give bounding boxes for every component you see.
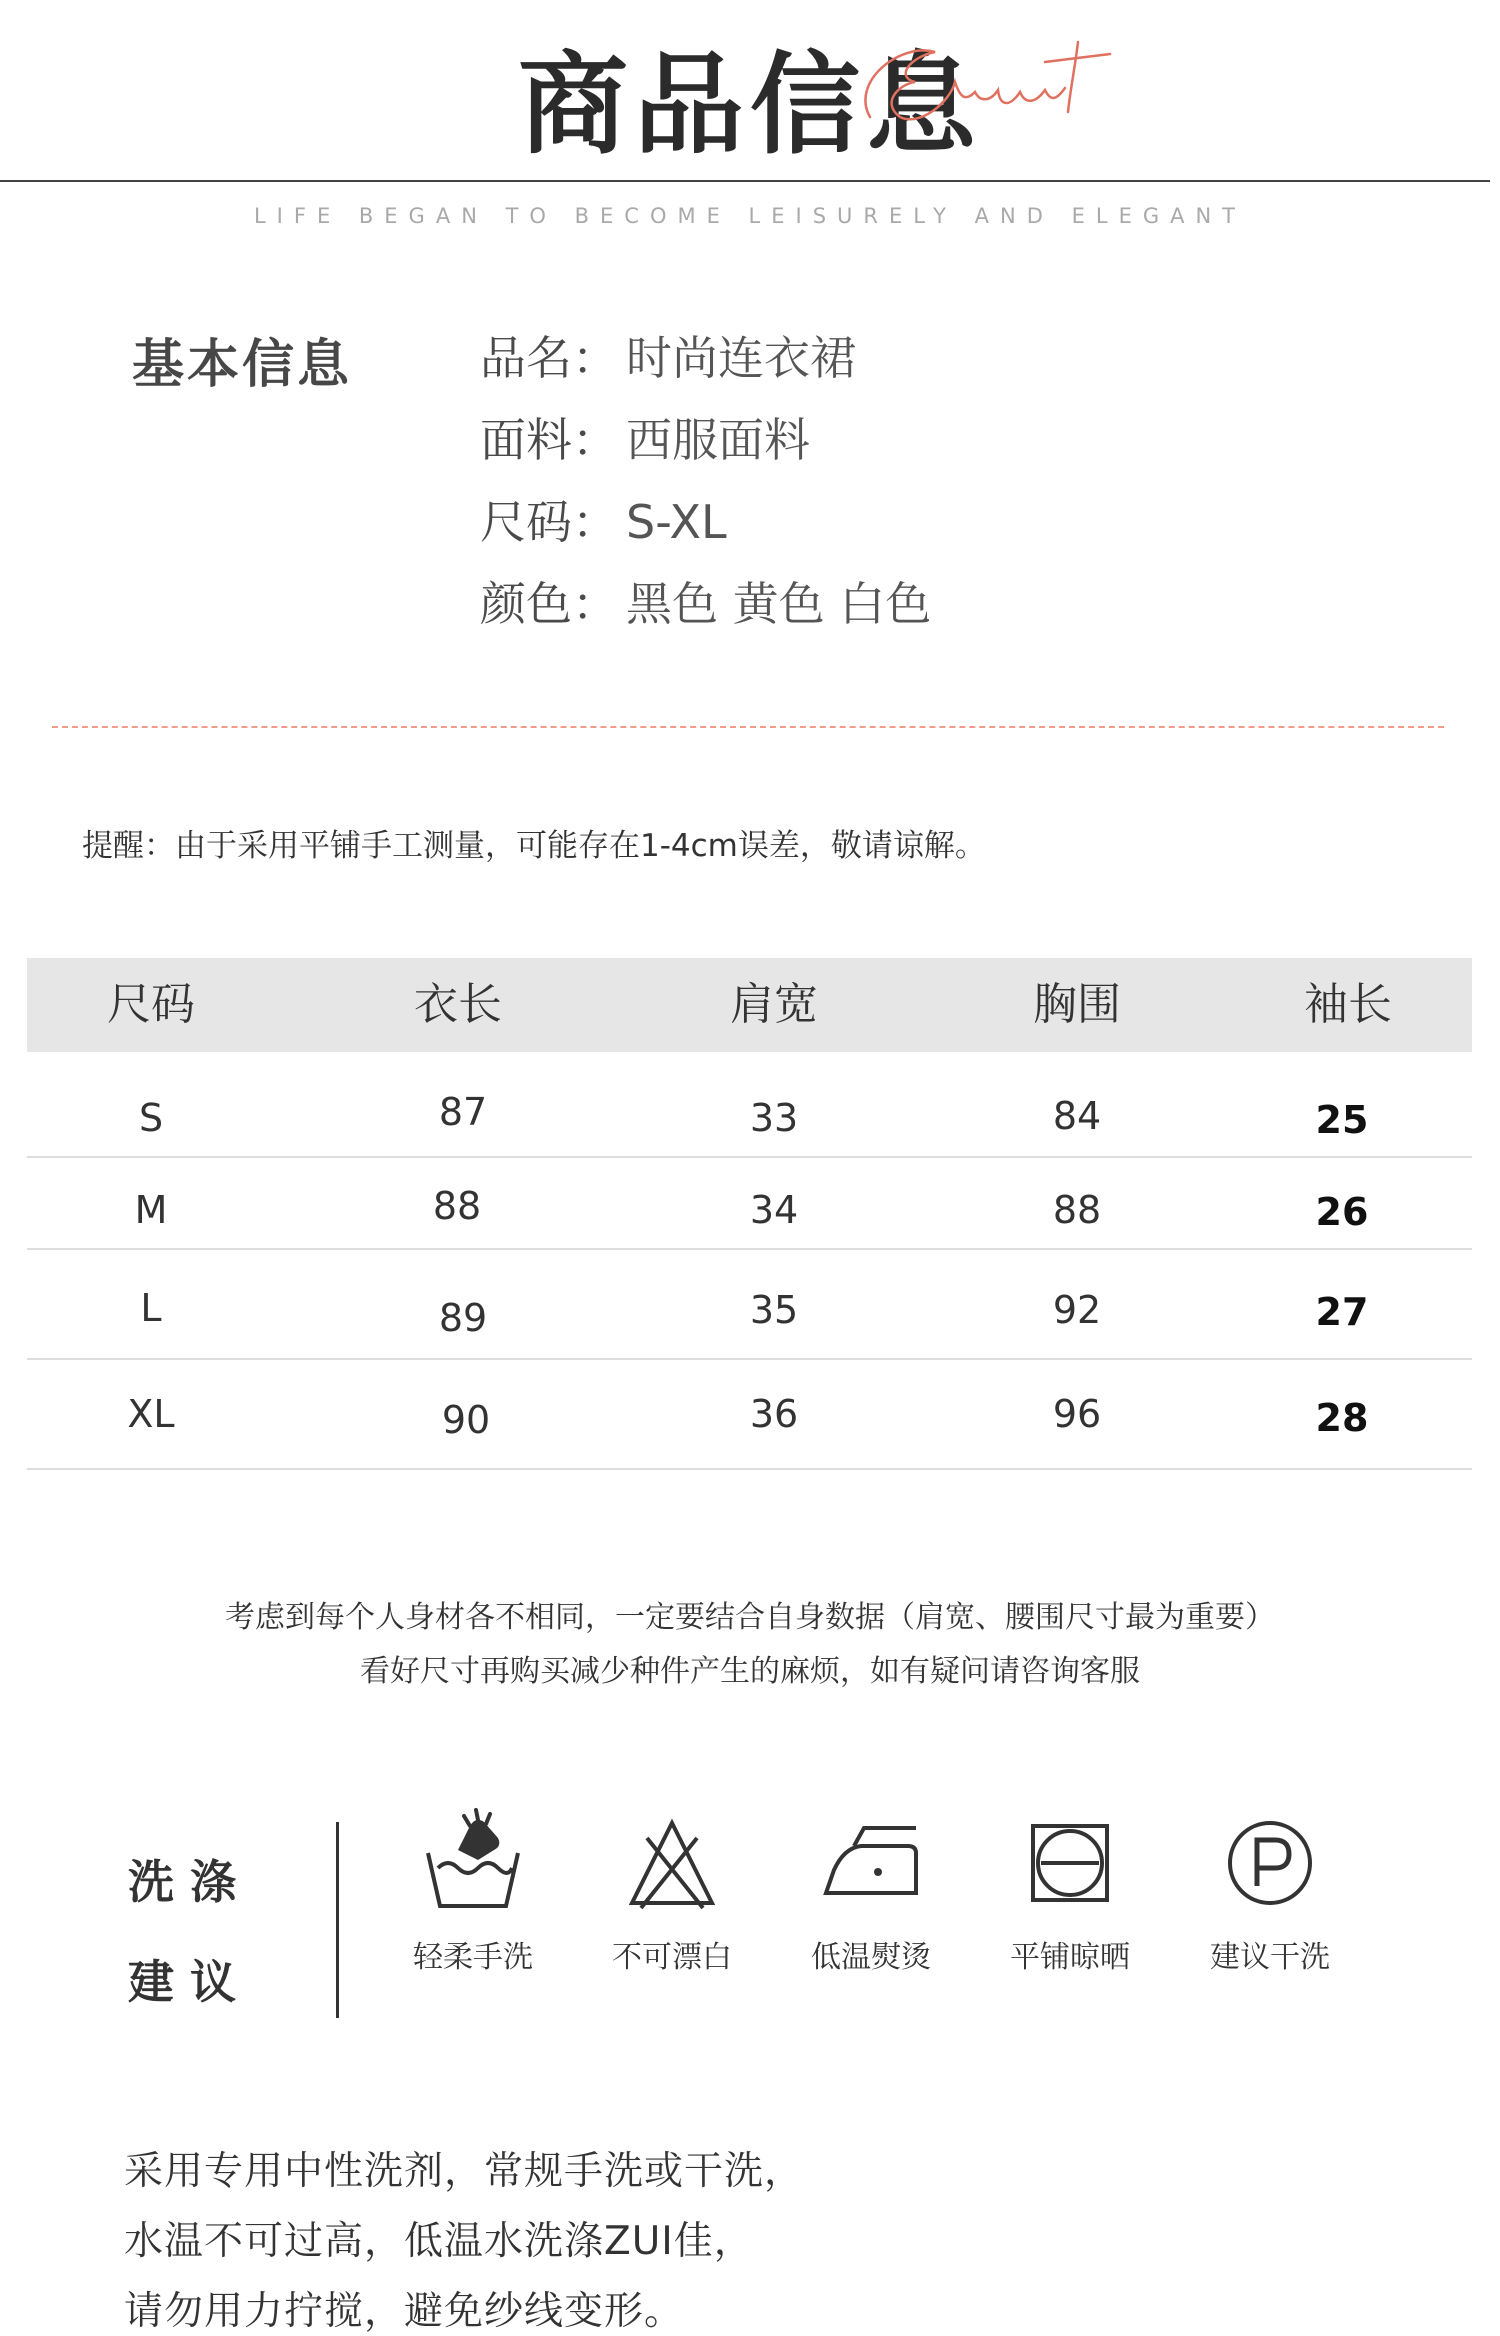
size-table xyxy=(27,958,1472,1470)
cell-chest: 88 xyxy=(1052,1188,1102,1232)
info-row-name xyxy=(480,322,856,388)
care-item-hand-wash xyxy=(383,1808,563,1976)
care-caption: 轻柔手洗 xyxy=(413,1940,533,1975)
cell-shoulder: 36 xyxy=(749,1392,799,1436)
info-row-fabric xyxy=(480,404,810,470)
care-caption: 平铺晾晒 xyxy=(1010,1940,1130,1975)
cell-chest: 84 xyxy=(1052,1094,1102,1138)
cell-shoulder: 34 xyxy=(749,1188,799,1232)
cell-length: 88 xyxy=(432,1184,482,1228)
care-caption: 低温熨烫 xyxy=(811,1940,931,1975)
care-label-line-2: 建 议 xyxy=(128,1955,237,2009)
header-length: 衣长 xyxy=(414,979,502,1030)
title-divider xyxy=(0,180,1490,182)
care-item-no-bleach xyxy=(582,1808,762,1976)
tagline: LIFE BEGAN TO BECOME LEISURELY AND ELEGANT xyxy=(253,204,1247,228)
cell-shoulder: 35 xyxy=(749,1288,799,1332)
cell-shoulder: 33 xyxy=(749,1096,799,1140)
table-row xyxy=(27,1052,1472,1158)
cell-sleeve: 28 xyxy=(1315,1396,1369,1440)
cell-length: 89 xyxy=(438,1296,488,1340)
info-label: 尺码： xyxy=(480,495,618,549)
basic-info-heading: 基本信息 xyxy=(132,335,353,395)
dry-clean-icon xyxy=(1215,1808,1325,1918)
cell-length: 90 xyxy=(441,1398,491,1442)
info-value: 西服面料 xyxy=(626,413,810,467)
info-value: 时尚连衣裙 xyxy=(626,331,856,385)
info-value: 黑色 黄色 白色 xyxy=(626,577,932,631)
cell-sleeve: 26 xyxy=(1315,1190,1369,1234)
header-chest: 胸围 xyxy=(1033,979,1121,1030)
care-item-flat-dry xyxy=(980,1808,1160,1976)
care-item-low-iron xyxy=(781,1808,961,1976)
care-label-line-1: 洗 涤 xyxy=(128,1855,237,1909)
elegant-script-logo xyxy=(840,22,1140,156)
cell-size: XL xyxy=(127,1392,175,1436)
care-text-line-2: 水温不可过高，低温水洗涤ZUI佳， xyxy=(124,2219,754,2264)
cell-size: S xyxy=(138,1096,164,1140)
hand-wash-icon xyxy=(418,1808,528,1918)
fit-tip-line-1: 考虑到每个人身材各不相同，一定要结合自身数据（肩宽、腰围尺寸最为重要） xyxy=(225,1600,1275,1635)
measurement-notice: 提醒：由于采用平铺手工测量，可能存在1-4cm误差，敬请谅解。 xyxy=(82,828,986,864)
cell-chest: 92 xyxy=(1052,1288,1102,1332)
cell-length: 87 xyxy=(438,1090,488,1134)
header-sleeve: 袖长 xyxy=(1304,979,1392,1030)
care-item-dry-clean xyxy=(1180,1808,1360,1976)
info-row-size xyxy=(480,486,727,552)
info-label: 品名： xyxy=(480,331,618,385)
table-header xyxy=(27,958,1472,1052)
cell-sleeve: 25 xyxy=(1315,1098,1369,1142)
info-label: 面料： xyxy=(480,413,618,467)
header-size: 尺码 xyxy=(107,979,195,1030)
cell-size: L xyxy=(140,1286,162,1330)
care-text-line-1: 采用专用中性洗剂，常规手洗或干洗， xyxy=(124,2149,805,2194)
no-bleach-icon xyxy=(617,1808,727,1918)
dashed-divider xyxy=(52,726,1444,728)
cell-chest: 96 xyxy=(1052,1392,1102,1436)
header-shoulder: 肩宽 xyxy=(730,979,818,1030)
care-divider xyxy=(336,1822,339,2018)
flat-dry-icon xyxy=(1015,1808,1125,1918)
info-row-color xyxy=(480,568,931,634)
info-label: 颜色： xyxy=(480,577,618,631)
cell-sleeve: 27 xyxy=(1315,1290,1369,1334)
table-row xyxy=(27,1250,1472,1360)
cell-size: M xyxy=(134,1188,168,1232)
table-row xyxy=(27,1360,1472,1470)
care-caption: 不可漂白 xyxy=(612,1940,732,1975)
table-row xyxy=(27,1158,1472,1250)
info-value: S-XL xyxy=(626,495,727,549)
low-iron-icon xyxy=(816,1808,926,1918)
fit-tip-line-2: 看好尺寸再购买减少种件产生的麻烦，如有疑问请咨询客服 xyxy=(360,1654,1140,1689)
page-title: 商品信息 xyxy=(518,41,982,169)
care-caption: 建议干洗 xyxy=(1210,1940,1330,1975)
care-text-line-3: 请勿用力拧搅，避免纱线变形。 xyxy=(124,2289,685,2334)
